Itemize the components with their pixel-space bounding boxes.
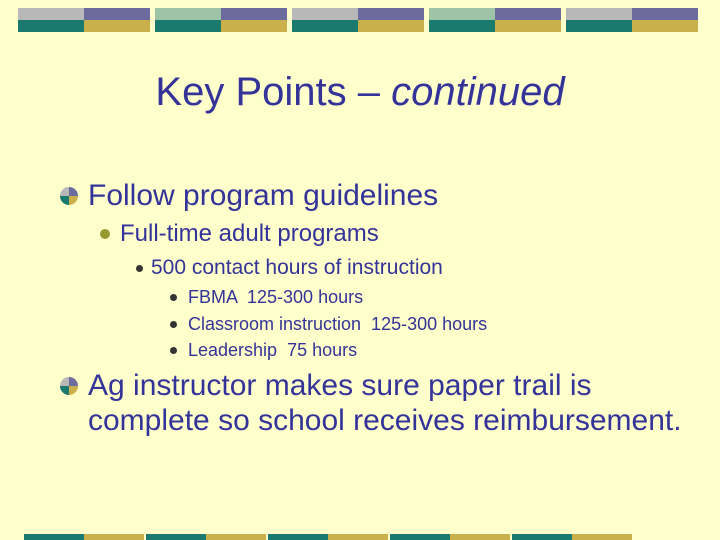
olive-dot-bullet-icon [100,229,110,239]
deco-tile [155,8,287,32]
quartered-circle-bullet-icon [60,377,78,395]
deco-tile [566,8,698,32]
list-item-text: Classroom instruction 125-300 hours [188,314,488,334]
deco-tile [292,8,424,32]
top-decorative-band [18,8,698,32]
title-main: Key Points – [155,70,392,114]
sub-bullet-text: Full-time adult programs [120,220,379,247]
dark-dot-bullet-icon [136,265,143,272]
sub-sub-bullet-text: 500 contact hours of instruction [151,256,443,279]
bottom-decorative-band [24,534,692,540]
slide-title [0,70,720,115]
dark-dot-bullet-icon [170,294,177,301]
deco-tile [429,8,561,32]
deco-tile [18,8,150,32]
list-item-text: FBMA 125-300 hours [188,287,364,307]
list-item-text: Leadership 75 hours [188,340,358,360]
bullet-text: Ag instructor makes sure paper trail is complete so school receives reimbursement. [88,369,682,437]
dark-dot-bullet-icon [170,347,177,354]
bullet-text: Follow program guidelines [88,179,439,212]
title-emphasis: continued [391,70,565,114]
dark-dot-bullet-icon [170,321,177,328]
quartered-circle-bullet-icon [60,187,78,205]
